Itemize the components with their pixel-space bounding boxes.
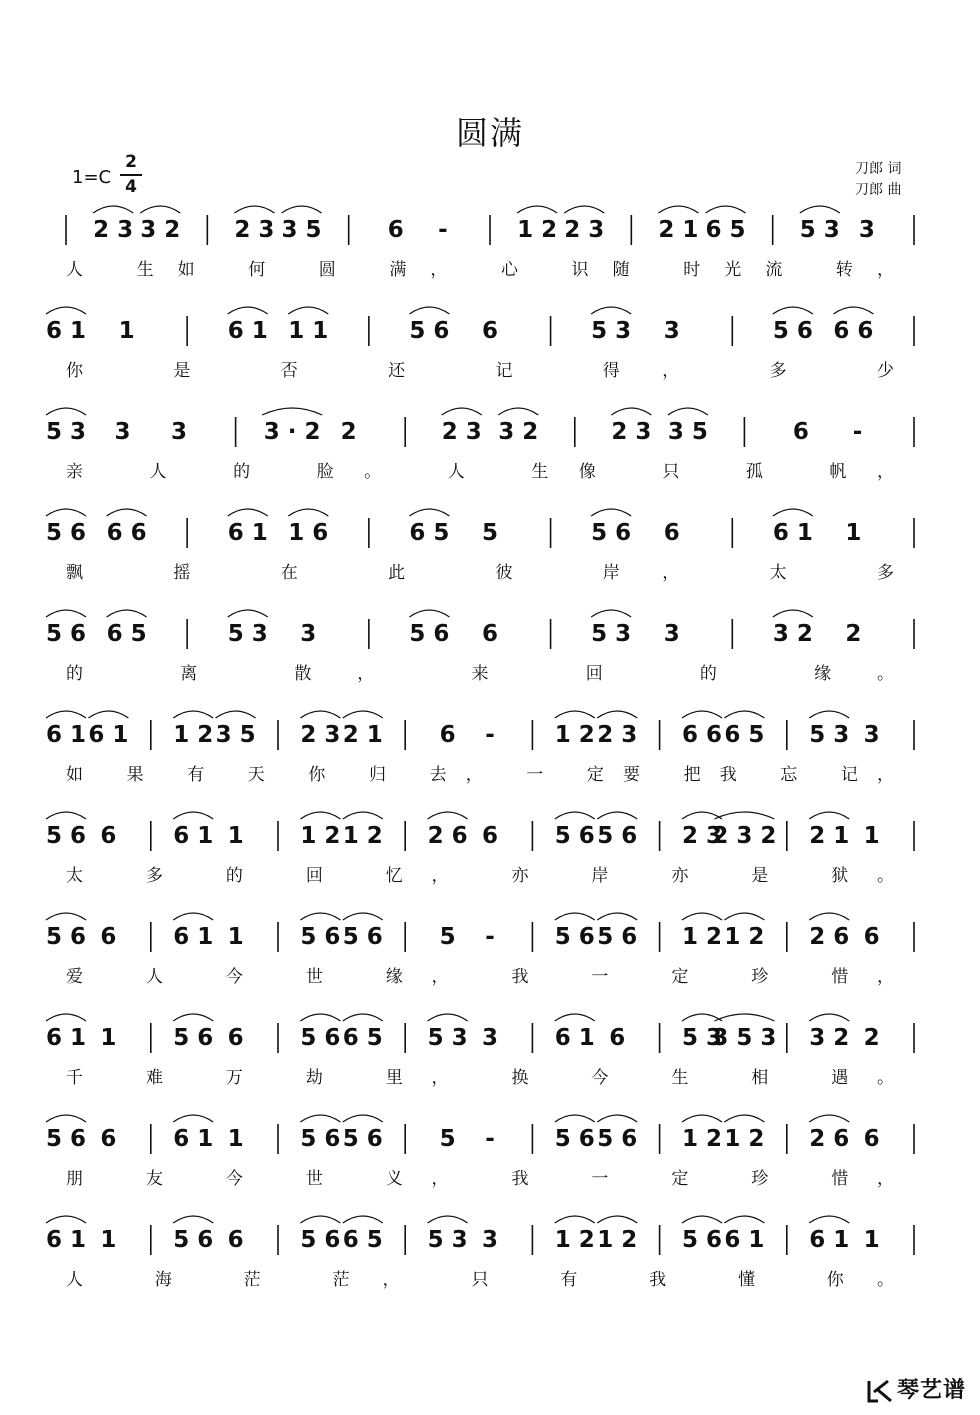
note-group: 1 [100, 1227, 117, 1253]
slur-mark [591, 509, 631, 516]
note-group: 1 2 [342, 823, 383, 849]
note-group: 6 [481, 318, 499, 344]
lyrics-line: 人 海 茫 茫， 只 有 我 懂 你。 [66, 1270, 894, 1290]
note-group: 5 3 [591, 318, 632, 344]
note-group: 2 [863, 1025, 880, 1051]
note-group: 3 [481, 1227, 499, 1253]
slur-mark [300, 711, 340, 718]
note-group: 2 3 [93, 217, 134, 243]
slur-mark [809, 1014, 849, 1021]
slur-mark [46, 1014, 86, 1021]
slur-mark [597, 1216, 637, 1223]
slur-mark [343, 711, 383, 718]
note-group: 1 [863, 1227, 880, 1253]
note-group: 6 1 [45, 722, 87, 748]
slur-mark [46, 812, 86, 819]
slur-mark [597, 913, 637, 920]
note-group: 6 1 [173, 1126, 214, 1152]
note-group: 1 [863, 823, 880, 849]
slur-mark [498, 408, 538, 415]
note-group: 1 [845, 520, 862, 546]
note-group: 1 1 [288, 318, 329, 344]
slur-mark [428, 1014, 468, 1021]
note-group: 6 1 [809, 1227, 850, 1253]
lyrics-line: 爱 人 今 世 缘， 我 一 定 珍 惜， [66, 967, 894, 987]
slur-mark [724, 1115, 764, 1122]
note-group: 5 6 [45, 924, 87, 950]
time-signature-top: 2 [125, 152, 137, 172]
note-group: 5 3 [799, 217, 840, 243]
slur-mark [564, 206, 604, 213]
note-group: 1 [227, 1126, 244, 1152]
note-group: 5 [439, 1126, 456, 1152]
note-group: 6 [792, 419, 809, 445]
note-group: 5 [439, 924, 456, 950]
slur-mark [611, 408, 651, 415]
slur-mark [591, 610, 631, 617]
slur-mark [88, 711, 128, 718]
lyrics-line: 千 难 万 劫 里， 换 今 生 相 遇。 [66, 1068, 894, 1088]
slur-mark [555, 1014, 595, 1021]
lyrics-line: 的 离 散， 来 回 的 缘。 [66, 664, 894, 684]
note-group: 6 1 [173, 823, 214, 849]
slur-mark [597, 711, 637, 718]
note-group: 6 [609, 1025, 626, 1051]
slur-mark [46, 913, 86, 920]
lyrics-line: 飘 摇 在 此 彼 岸， 太 多 [66, 563, 895, 583]
slur-mark [809, 913, 849, 920]
note-group: 3 5 [215, 722, 256, 748]
slur-mark [343, 913, 383, 920]
note-group: 1 2 [724, 924, 765, 950]
slur-mark [300, 1014, 340, 1021]
slur-mark [46, 1115, 86, 1122]
slur-mark [597, 1115, 637, 1122]
note-group: 6 [387, 217, 404, 243]
note-group: 1 2 [681, 1126, 723, 1152]
note-group: 2 3 [564, 217, 605, 243]
note-group: 1 6 [288, 520, 329, 546]
slur-mark [107, 509, 147, 516]
time-signature-bottom: 4 [125, 177, 137, 197]
lyrics-line: 亲 人 的 脸。 人 生像 只 孤 帆， [66, 462, 895, 482]
slur-mark [724, 913, 764, 920]
slur-mark [442, 408, 482, 415]
lyrics-line: 朋 友 今 世 义， 我 一 定 珍 惜， [66, 1169, 894, 1189]
note-group: 6 6 [106, 520, 147, 546]
slur-mark [107, 610, 147, 617]
slur-mark [300, 812, 340, 819]
note-group: 5 6 [597, 924, 638, 950]
note-group: 5 3 [427, 1025, 468, 1051]
note-group: 5 6 [597, 823, 638, 849]
slur-mark [724, 1216, 764, 1223]
note-group: 6 5 [705, 217, 746, 243]
song-title: 圆满 [455, 114, 524, 152]
slur-mark [555, 812, 595, 819]
note-group: 6 1 [45, 1227, 87, 1253]
note-group: 6 6 [833, 318, 874, 344]
slur-mark [288, 307, 328, 314]
slur-mark [809, 711, 849, 718]
note-group: 2 3 [597, 722, 638, 748]
note-group: 6 [481, 823, 499, 849]
slur-mark [409, 509, 449, 516]
note-group: 1 2 [724, 1126, 765, 1152]
slur-mark [714, 1014, 774, 1021]
slur-mark [228, 610, 268, 617]
note-group: 5 3 [809, 722, 850, 748]
slur-mark [282, 206, 322, 213]
note-group: 5 3 [591, 621, 632, 647]
note-group: 1 2 [173, 722, 214, 748]
slur-mark [409, 307, 449, 314]
slur-mark [682, 913, 722, 920]
note-group: 5 6 [173, 1025, 214, 1051]
note-group: 6 5 [342, 1025, 383, 1051]
slur-mark [555, 913, 595, 920]
slur-mark [809, 1216, 849, 1223]
note-group: 5 6 [342, 924, 383, 950]
slur-mark [809, 812, 849, 819]
slur-mark [658, 206, 698, 213]
note-group: 5 6 [554, 1126, 595, 1152]
note-group: 5 6 [409, 318, 450, 344]
note-group: 5 6 [300, 1025, 341, 1051]
slur-mark [428, 1216, 468, 1223]
note-group: 6 5 [106, 621, 147, 647]
note-group: 6 [227, 1025, 244, 1051]
lyrics-line: 如 果 有 天 你 归 去， 一 定要 把我 忘 记， [66, 765, 894, 785]
slur-mark [773, 509, 813, 516]
note-group: 5 6 [554, 924, 595, 950]
note-group: 5 6 [300, 1227, 341, 1253]
note-group: 5 6 [597, 1126, 638, 1152]
lyrics-line: 太 多 的 回 忆， 亦 岸 亦 是 狱。 [66, 866, 894, 886]
note-group: 3 2 [140, 217, 181, 243]
slur-mark [555, 1216, 595, 1223]
slur-mark [409, 610, 449, 617]
note-group: - [485, 722, 495, 748]
note-group: 2 [340, 419, 357, 445]
slur-mark [597, 812, 637, 819]
note-group: 3 [114, 419, 131, 445]
note-group: 1 2 [300, 823, 341, 849]
note-group: 1 [227, 823, 244, 849]
slur-mark [555, 1115, 595, 1122]
slur-mark [228, 509, 268, 516]
note-group: 6 1 [45, 1025, 87, 1051]
note-group: 2 3 2 [712, 823, 777, 849]
note-group: 2 1 [809, 823, 850, 849]
note-group: 6 [227, 1227, 244, 1253]
note-group: 6 [100, 924, 117, 950]
note-group: 2 6 [809, 1126, 850, 1152]
note-group: 5 6 [45, 520, 87, 546]
lyrics-line: 人 生如 何 圆 满， 心 识随 时光流 转， [66, 260, 895, 280]
slur-mark [216, 711, 256, 718]
note-group: 6 1 [227, 520, 268, 546]
slur-mark [706, 206, 746, 213]
slur-mark [343, 812, 383, 819]
slur-mark [800, 206, 840, 213]
note-group: 5 6 [591, 520, 632, 546]
slur-mark [555, 711, 595, 718]
note-group: 5 3 [45, 419, 87, 445]
note-group: 5 3 [427, 1227, 468, 1253]
slur-mark [173, 711, 213, 718]
note-group: 2 1 [342, 722, 383, 748]
note-group: 2 3 [300, 722, 341, 748]
note-group: 5 6 [45, 1126, 87, 1152]
note-group: 5 3 [227, 621, 268, 647]
note-group: - [485, 924, 495, 950]
slur-mark [173, 1115, 213, 1122]
note-group: 3 [663, 318, 680, 344]
slur-mark [773, 307, 813, 314]
slur-mark [682, 1216, 722, 1223]
note-group: 5 6 [300, 924, 341, 950]
slur-mark [773, 610, 813, 617]
note-group: 1 2 [597, 1227, 638, 1253]
slur-mark [300, 1216, 340, 1223]
slur-mark [724, 711, 764, 718]
logo-icon [866, 1378, 894, 1404]
note-group: 3 2 [498, 419, 539, 445]
note-group: - [852, 419, 863, 445]
slur-mark [46, 711, 86, 718]
note-group: 6 [663, 520, 680, 546]
composer-credit: 刀郎 曲 [855, 182, 902, 198]
note-group: 1 2 [517, 217, 558, 243]
note-group: 5 6 [342, 1126, 383, 1152]
note-group: 1 [227, 924, 244, 950]
slur-mark [833, 307, 873, 314]
note-group: 1 2 [681, 924, 723, 950]
note-group: 5 6 [681, 1227, 723, 1253]
slur-mark [46, 509, 86, 516]
note-group: 3 · 2 [263, 419, 321, 445]
note-group: 2 3 [234, 217, 275, 243]
note-group: 6 1 [227, 318, 268, 344]
note-group: 2 3 [681, 823, 723, 849]
slur-mark [173, 913, 213, 920]
note-group: 5 6 [173, 1227, 214, 1253]
slur-mark [343, 1216, 383, 1223]
slur-mark [173, 1014, 213, 1021]
note-group: 6 5 [724, 722, 765, 748]
slur-mark [46, 1216, 86, 1223]
note-group: 6 6 [681, 722, 723, 748]
slur-mark [300, 913, 340, 920]
slur-mark [343, 1014, 383, 1021]
note-group: 6 1 [173, 924, 214, 950]
note-group: 3 [663, 621, 680, 647]
note-group: 5 6 [45, 823, 87, 849]
note-group: 3 [863, 722, 880, 748]
slur-mark [682, 711, 722, 718]
note-group: 6 1 [88, 722, 129, 748]
note-group: 6 [439, 722, 456, 748]
slur-mark [343, 1115, 383, 1122]
note-group: 6 [863, 1126, 880, 1152]
watermark [866, 1373, 966, 1404]
note-group: - [438, 217, 448, 243]
slur-mark [228, 307, 268, 314]
lyrics-line: 你 是 否 还 记 得， 多 少 [66, 361, 895, 381]
note-group: 6 1 [724, 1227, 765, 1253]
note-group: 3 5 [281, 217, 322, 243]
note-group: 5 6 [554, 823, 595, 849]
note-group: 3 5 [667, 419, 708, 445]
note-group: 2 3 [611, 419, 652, 445]
note-group: 1 [100, 1025, 117, 1051]
note-group: 5 6 [772, 318, 813, 344]
lyricist-credit: 刀郎 词 [855, 161, 902, 177]
slur-mark [93, 206, 133, 213]
note-group: 2 [845, 621, 862, 647]
note-group: 6 5 [409, 520, 450, 546]
note-group: 6 5 [342, 1227, 383, 1253]
slur-mark [262, 408, 322, 415]
note-group: 3 2 [772, 621, 813, 647]
key-signature: 1=C [72, 167, 112, 188]
note-group: 6 1 [554, 1025, 595, 1051]
note-group: 3 [481, 1025, 499, 1051]
slur-mark [428, 812, 468, 819]
note-group: 6 [100, 1126, 117, 1152]
slur-mark [234, 206, 274, 213]
note-group: 3 [171, 419, 188, 445]
note-group: 5 6 [45, 621, 87, 647]
note-group: 5 [481, 520, 499, 546]
slur-mark [714, 812, 774, 819]
note-group: 2 6 [809, 924, 850, 950]
note-group: 3 [858, 217, 875, 243]
slur-mark [173, 1216, 213, 1223]
note-group: 6 [863, 924, 880, 950]
note-group: 6 [100, 823, 117, 849]
slur-mark [517, 206, 557, 213]
note-group: 5 3 [681, 1025, 723, 1051]
slur-mark [46, 610, 86, 617]
slur-mark [300, 1115, 340, 1122]
note-group: 3 2 [809, 1025, 850, 1051]
note-group: 1 2 [554, 722, 595, 748]
slur-mark [173, 812, 213, 819]
note-group: 1 [118, 318, 135, 344]
note-group: 6 1 [772, 520, 813, 546]
note-group: - [485, 1126, 495, 1152]
slur-mark [46, 408, 86, 415]
note-group: 5 6 [300, 1126, 341, 1152]
note-group: 2 6 [427, 823, 468, 849]
note-group: 1 2 [554, 1227, 595, 1253]
slur-mark [140, 206, 180, 213]
slur-mark [668, 408, 708, 415]
watermark-text: 琴艺谱 [897, 1378, 967, 1403]
note-group: 2 3 [441, 419, 482, 445]
note-group: 3 5 3 [712, 1025, 777, 1051]
note-group: 6 [481, 621, 499, 647]
slur-mark [288, 509, 328, 516]
note-group: 5 6 [409, 621, 450, 647]
note-group: 2 1 [658, 217, 699, 243]
slur-mark [809, 1115, 849, 1122]
slur-mark [591, 307, 631, 314]
slur-mark [682, 1115, 722, 1122]
note-group: 6 1 [45, 318, 87, 344]
note-group: 3 [300, 621, 317, 647]
slur-mark [46, 307, 86, 314]
